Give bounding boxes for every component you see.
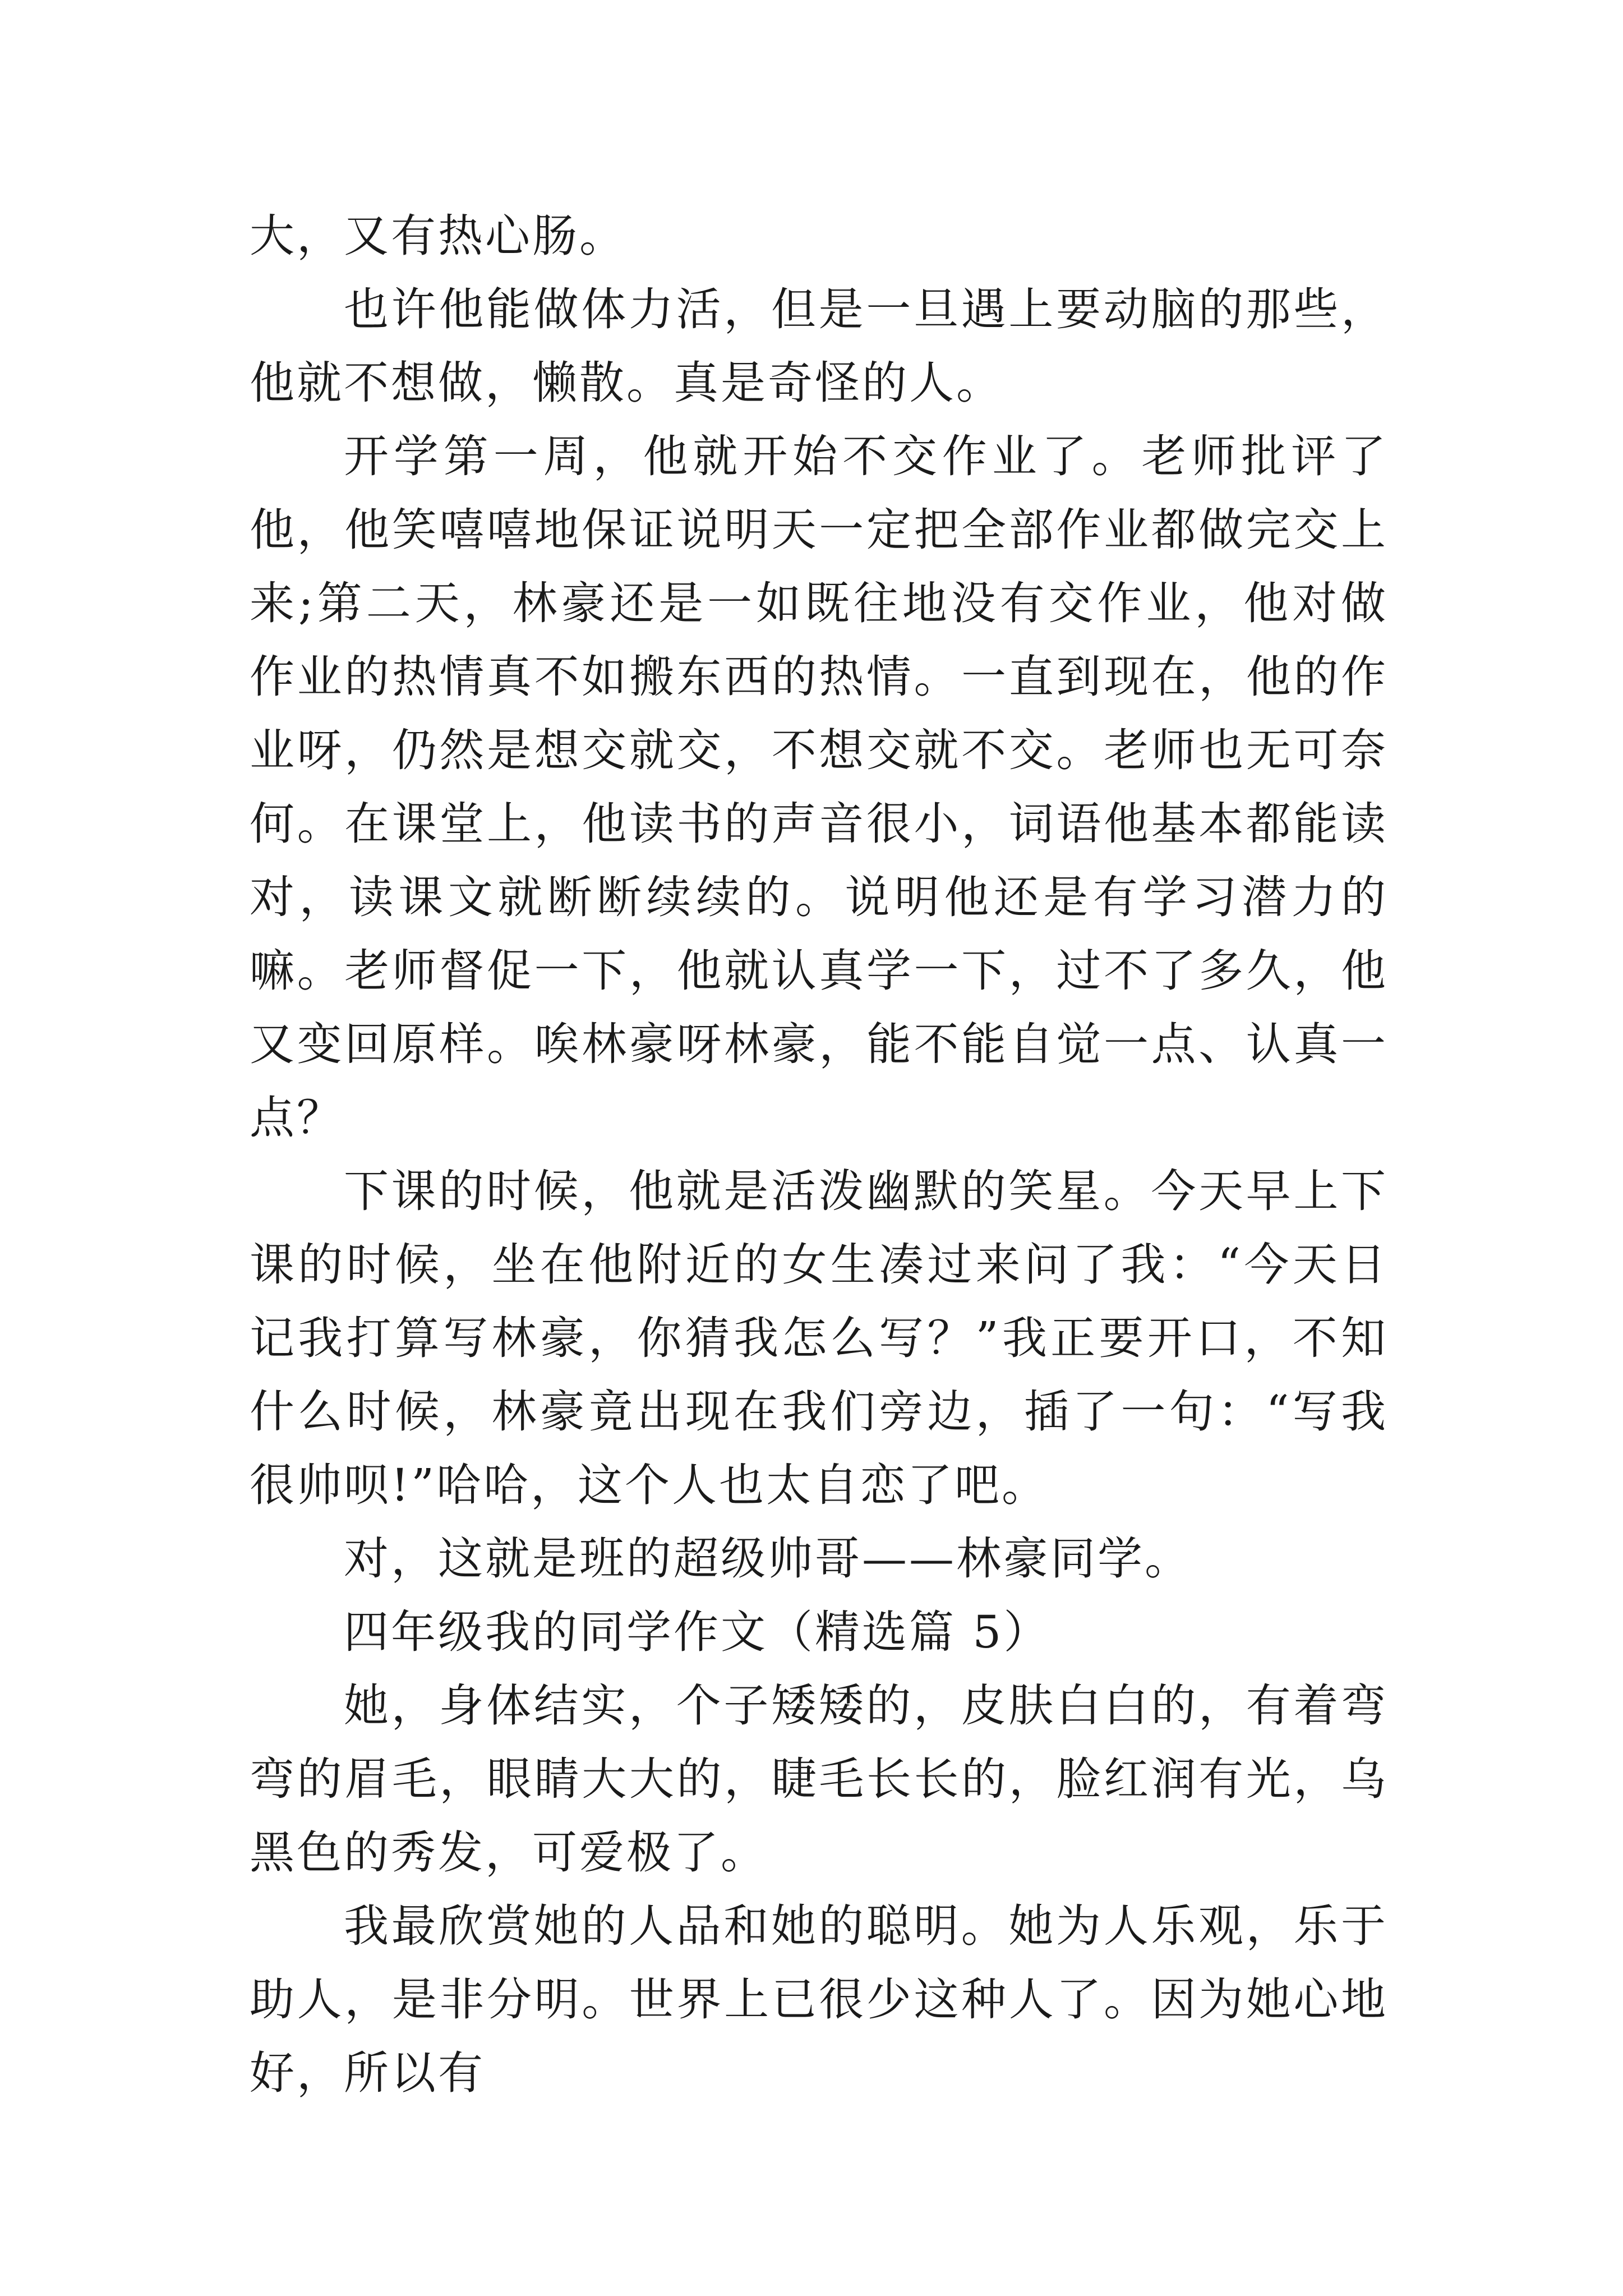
document-body bbox=[250, 199, 1388, 2110]
paragraph: 大，又有热心肠。 bbox=[250, 210, 626, 262]
paragraph: 对，这就是班的超级帅哥——林豪同学。 bbox=[344, 1533, 1192, 1585]
paragraph: 我最欣赏她的人品和她的聪明。她为人乐观，乐于助人，是非分明。世界上已很少这种人了。因为她心地好，所以有 bbox=[250, 1900, 1388, 2099]
paragraph: 她，身体结实，个子矮矮的，皮肤白白的，有着弯弯的眉毛，眼睛大大的，睫毛长长的，脸红润有光，乌黑色的秀发，可爱极了。 bbox=[250, 1680, 1388, 1879]
paragraph: 也许他能做体力活，但是一旦遇上要动脑的那些，他就不想做，懒散。真是奇怪的人。 bbox=[250, 283, 1388, 409]
paragraph: 下课的时候，他就是活泼幽默的笑星。今天早上下课的时候，坐在他附近的女生凑过来问了我：“今天日记我打算写林豪，你猜我怎么写？”我正要开口，不知什么时候，林豪竟出现在我们旁边，插了一句：“写我很帅呗!”哈哈，这个人也太自恋了吧。 bbox=[250, 1165, 1388, 1511]
section-heading: 四年级我的同学作文（精选篇 5） bbox=[344, 1606, 1051, 1658]
paragraph: 开学第一周，他就开始不交作业了。老师批评了他，他笑嘻嘻地保证说明天一定把全部作业都做完交上来;第二天，林豪还是一如既往地没有交作业，他对做作业的热情真不如搬东西的热情。一直到现在，他的作业呀，仍然是想交就交，不想交就不交。老师也无可奈何。在课堂上，他读书的声音很小，词语他基本都能读对，读课文就断断续续的。说明他还是有学习潜力的嘛。老师督促一下，他就认真学一下，过不了多久，他又变回原样。唉林豪呀林豪，能不能自觉一点、认真一点？ bbox=[250, 430, 1388, 1144]
